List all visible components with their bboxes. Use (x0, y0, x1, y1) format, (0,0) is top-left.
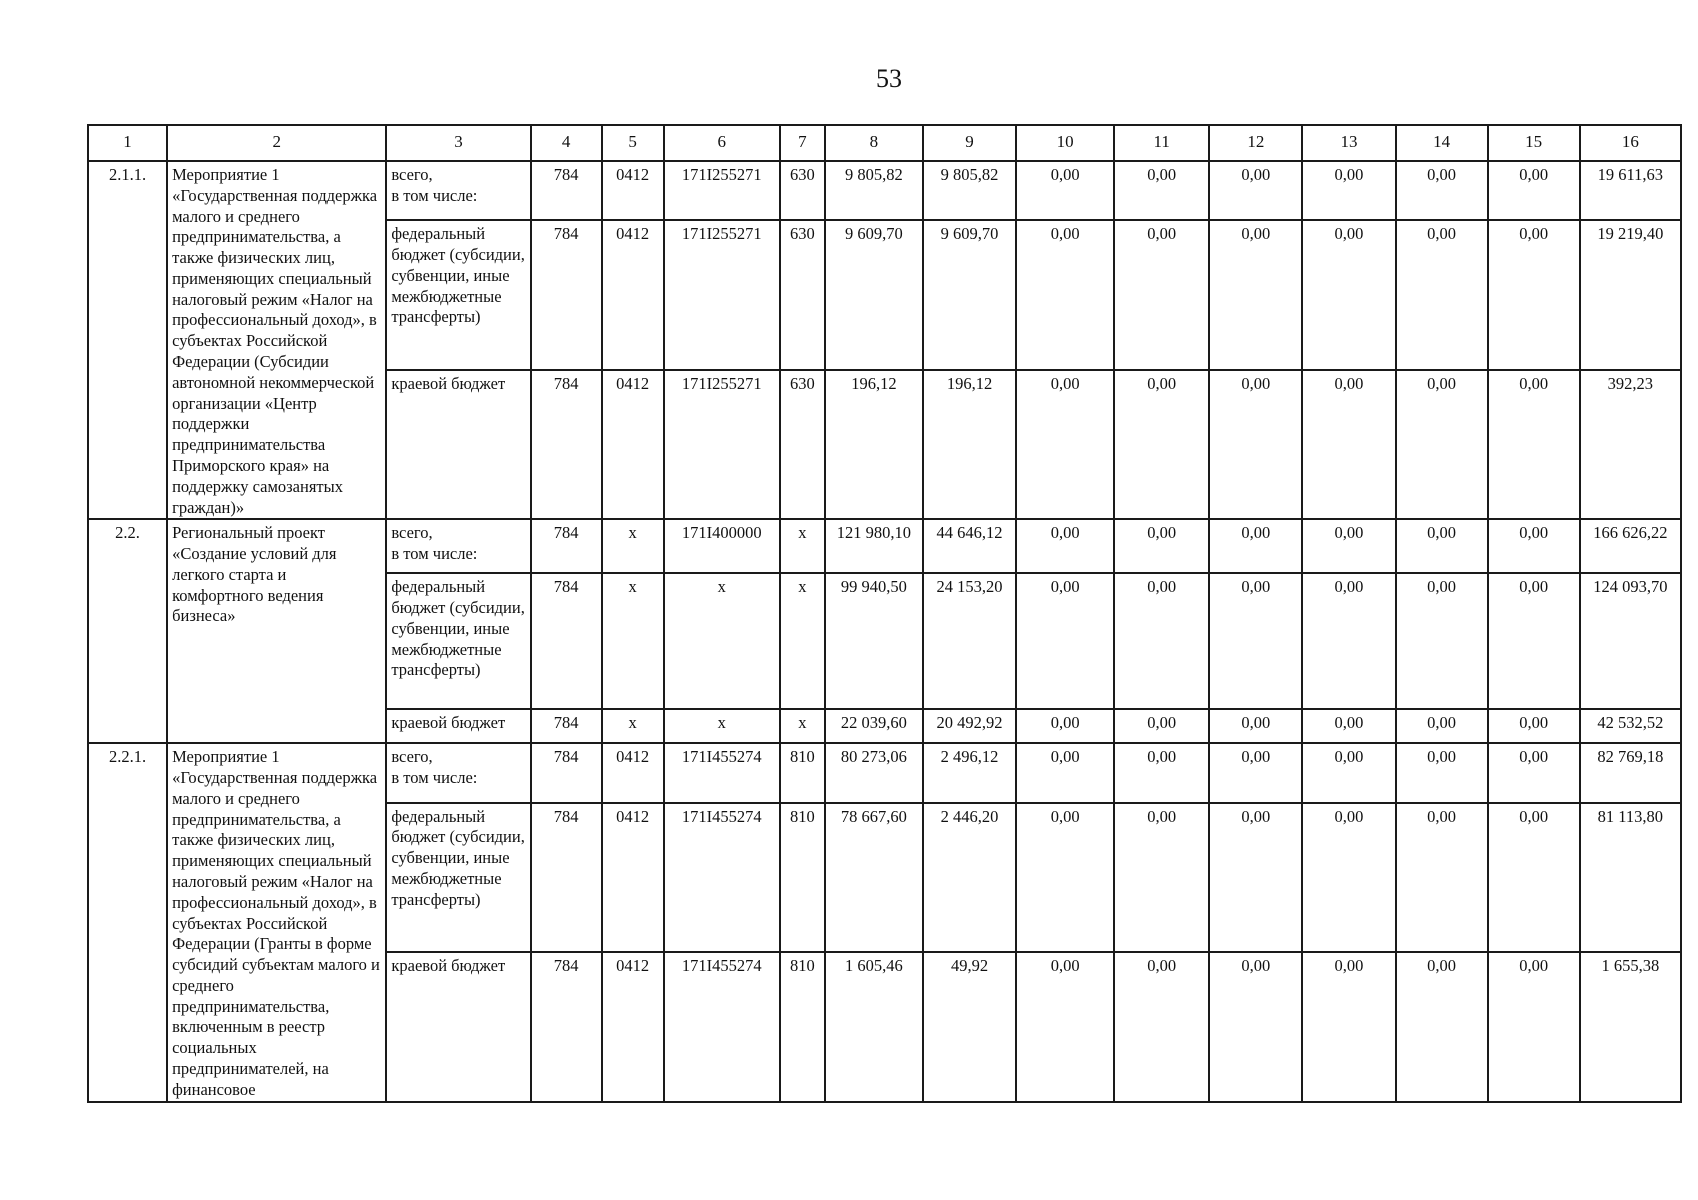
amount-cell: 81 113,80 (1580, 803, 1681, 952)
target-article-cell: 171I455274 (664, 803, 780, 952)
ministry-code-cell: 784 (531, 220, 602, 369)
section-code-cell: 0412 (602, 161, 664, 220)
expense-type-cell: 630 (780, 220, 825, 369)
amount-cell: 1 655,38 (1580, 952, 1681, 1101)
amount-cell: 196,12 (923, 370, 1016, 519)
amount-cell: 0,00 (1302, 519, 1395, 573)
column-number: 1 (88, 125, 167, 161)
funding-source-cell: всего, в том числе: (386, 743, 530, 802)
amount-cell: 0,00 (1488, 519, 1580, 573)
item-code-cell: 2.1.1. (88, 161, 167, 519)
amount-cell: 0,00 (1209, 519, 1302, 573)
column-number: 5 (602, 125, 664, 161)
funding-source-cell: всего, в том числе: (386, 519, 530, 573)
expense-type-cell: х (780, 573, 825, 709)
funding-source-cell: краевой бюджет (386, 370, 530, 519)
amount-cell: 9 609,70 (923, 220, 1016, 369)
page-number: 53 (876, 64, 902, 93)
amount-cell: 0,00 (1488, 220, 1580, 369)
target-article-cell: 171I455274 (664, 952, 780, 1101)
amount-cell: 0,00 (1396, 709, 1488, 743)
amount-cell: 0,00 (1396, 803, 1488, 952)
amount-cell: 19 219,40 (1580, 220, 1681, 369)
column-number: 6 (664, 125, 780, 161)
target-article-cell: х (664, 573, 780, 709)
amount-cell: 0,00 (1114, 952, 1209, 1101)
item-name-cell: Мероприятие 1 «Государственная поддержка малого и среднего предпринимательства, а также физических лиц, применяющих специальный налоговый режим «Налог на профессиональный доход», в субъектах Российской Федерации (Гранты в форме субсидий субъектам малого и среднего предпринимательства, включенным в реестр социальных предпринимателей, на финансовое (167, 743, 386, 1101)
column-number: 10 (1016, 125, 1114, 161)
expense-type-cell: х (780, 709, 825, 743)
amount-cell: 22 039,60 (825, 709, 923, 743)
amount-cell: 0,00 (1114, 220, 1209, 369)
column-number: 8 (825, 125, 923, 161)
amount-cell: 0,00 (1016, 709, 1114, 743)
column-number-row (88, 125, 1681, 161)
amount-cell: 0,00 (1488, 803, 1580, 952)
funding-source-cell: краевой бюджет (386, 709, 530, 743)
section-code-cell: х (602, 573, 664, 709)
amount-cell: 0,00 (1114, 743, 1209, 802)
amount-cell: 0,00 (1114, 573, 1209, 709)
amount-cell: 0,00 (1114, 803, 1209, 952)
amount-cell: 9 805,82 (923, 161, 1016, 220)
amount-cell: 0,00 (1209, 573, 1302, 709)
ministry-code-cell: 784 (531, 519, 602, 573)
column-number: 3 (386, 125, 530, 161)
amount-cell: 0,00 (1302, 952, 1395, 1101)
item-code-cell: 2.2. (88, 519, 167, 743)
amount-cell: 49,92 (923, 952, 1016, 1101)
ministry-code-cell: 784 (531, 709, 602, 743)
column-number: 9 (923, 125, 1016, 161)
amount-cell: 0,00 (1488, 370, 1580, 519)
column-number: 12 (1209, 125, 1302, 161)
section-code-cell: 0412 (602, 952, 664, 1101)
target-article-cell: 171I400000 (664, 519, 780, 573)
amount-cell: 0,00 (1488, 952, 1580, 1101)
section-code-cell: 0412 (602, 803, 664, 952)
amount-cell: 0,00 (1209, 743, 1302, 802)
amount-cell: 0,00 (1488, 709, 1580, 743)
target-article-cell: 171I455274 (664, 743, 780, 802)
item-code-cell: 2.2.1. (88, 743, 167, 1101)
amount-cell: 392,23 (1580, 370, 1681, 519)
column-number: 13 (1302, 125, 1395, 161)
amount-cell: 0,00 (1396, 519, 1488, 573)
section-code-cell: 0412 (602, 220, 664, 369)
amount-cell: 78 667,60 (825, 803, 923, 952)
table-row (88, 161, 1681, 220)
amount-cell: 0,00 (1016, 573, 1114, 709)
expense-type-cell: 630 (780, 161, 825, 220)
column-number: 11 (1114, 125, 1209, 161)
amount-cell: 0,00 (1302, 709, 1395, 743)
amount-cell: 0,00 (1396, 220, 1488, 369)
amount-cell: 121 980,10 (825, 519, 923, 573)
amount-cell: 0,00 (1114, 161, 1209, 220)
section-code-cell: х (602, 709, 664, 743)
amount-cell: 0,00 (1396, 161, 1488, 220)
amount-cell: 0,00 (1396, 370, 1488, 519)
funding-source-cell: федеральный бюджет (субсидии, субвенции, иные межбюджетные трансферты) (386, 220, 530, 369)
amount-cell: 19 611,63 (1580, 161, 1681, 220)
amount-cell: 80 273,06 (825, 743, 923, 802)
amount-cell: 0,00 (1209, 161, 1302, 220)
funding-source-cell: всего, в том числе: (386, 161, 530, 220)
amount-cell: 20 492,92 (923, 709, 1016, 743)
amount-cell: 99 940,50 (825, 573, 923, 709)
column-number: 15 (1488, 125, 1580, 161)
amount-cell: 0,00 (1209, 220, 1302, 369)
amount-cell: 0,00 (1114, 519, 1209, 573)
amount-cell: 0,00 (1396, 952, 1488, 1101)
column-number: 16 (1580, 125, 1681, 161)
amount-cell: 82 769,18 (1580, 743, 1681, 802)
expense-type-cell: х (780, 519, 825, 573)
column-number: 14 (1396, 125, 1488, 161)
ministry-code-cell: 784 (531, 952, 602, 1101)
amount-cell: 0,00 (1396, 743, 1488, 802)
amount-cell: 124 093,70 (1580, 573, 1681, 709)
target-article-cell: 171I255271 (664, 220, 780, 369)
amount-cell: 44 646,12 (923, 519, 1016, 573)
amount-cell: 0,00 (1016, 519, 1114, 573)
ministry-code-cell: 784 (531, 803, 602, 952)
expense-type-cell: 810 (780, 803, 825, 952)
amount-cell: 0,00 (1302, 573, 1395, 709)
expense-type-cell: 630 (780, 370, 825, 519)
column-number: 7 (780, 125, 825, 161)
amount-cell: 0,00 (1016, 161, 1114, 220)
column-number: 2 (167, 125, 386, 161)
ministry-code-cell: 784 (531, 573, 602, 709)
section-code-cell: 0412 (602, 743, 664, 802)
amount-cell: 0,00 (1488, 573, 1580, 709)
amount-cell: 166 626,22 (1580, 519, 1681, 573)
funding-source-cell: краевой бюджет (386, 952, 530, 1101)
ministry-code-cell: 784 (531, 370, 602, 519)
amount-cell: 0,00 (1302, 220, 1395, 369)
ministry-code-cell: 784 (531, 161, 602, 220)
amount-cell: 0,00 (1016, 952, 1114, 1101)
amount-cell: 0,00 (1488, 743, 1580, 802)
amount-cell: 0,00 (1302, 161, 1395, 220)
amount-cell: 0,00 (1114, 370, 1209, 519)
amount-cell: 0,00 (1016, 743, 1114, 802)
amount-cell: 9 609,70 (825, 220, 923, 369)
amount-cell: 2 496,12 (923, 743, 1016, 802)
table-row (88, 743, 1681, 802)
funding-source-cell: федеральный бюджет (субсидии, субвенции, иные межбюджетные трансферты) (386, 803, 530, 952)
expense-type-cell: 810 (780, 743, 825, 802)
amount-cell: 2 446,20 (923, 803, 1016, 952)
budget-table (87, 124, 1682, 1103)
amount-cell: 0,00 (1016, 803, 1114, 952)
amount-cell: 0,00 (1302, 743, 1395, 802)
amount-cell: 0,00 (1302, 803, 1395, 952)
amount-cell: 0,00 (1209, 803, 1302, 952)
column-number: 4 (531, 125, 602, 161)
item-name-cell: Мероприятие 1 «Государственная поддержка малого и среднего предпринимательства, а также физических лиц, применяющих специальный налоговый режим «Налог на профессиональный доход», в субъектах Российской Федерации (Субсидии автономной некоммерческой организации «Центр поддержки предпринимательства Приморского края» на поддержку самозанятых граждан)» (167, 161, 386, 519)
ministry-code-cell: 784 (531, 743, 602, 802)
amount-cell: 42 532,52 (1580, 709, 1681, 743)
amount-cell: 0,00 (1209, 370, 1302, 519)
target-article-cell: х (664, 709, 780, 743)
target-article-cell: 171I255271 (664, 161, 780, 220)
amount-cell: 0,00 (1396, 573, 1488, 709)
target-article-cell: 171I255271 (664, 370, 780, 519)
amount-cell: 0,00 (1302, 370, 1395, 519)
table-row (88, 519, 1681, 573)
section-code-cell: 0412 (602, 370, 664, 519)
funding-source-cell: федеральный бюджет (субсидии, субвенции, иные межбюджетные трансферты) (386, 573, 530, 709)
amount-cell: 9 805,82 (825, 161, 923, 220)
amount-cell: 0,00 (1016, 220, 1114, 369)
item-name-cell: Региональный проект «Создание условий для легкого старта и комфортного ведения бизнеса» (167, 519, 386, 743)
amount-cell: 0,00 (1209, 709, 1302, 743)
amount-cell: 0,00 (1114, 709, 1209, 743)
amount-cell: 0,00 (1209, 952, 1302, 1101)
amount-cell: 0,00 (1488, 161, 1580, 220)
section-code-cell: х (602, 519, 664, 573)
amount-cell: 1 605,46 (825, 952, 923, 1101)
amount-cell: 196,12 (825, 370, 923, 519)
amount-cell: 24 153,20 (923, 573, 1016, 709)
expense-type-cell: 810 (780, 952, 825, 1101)
amount-cell: 0,00 (1016, 370, 1114, 519)
